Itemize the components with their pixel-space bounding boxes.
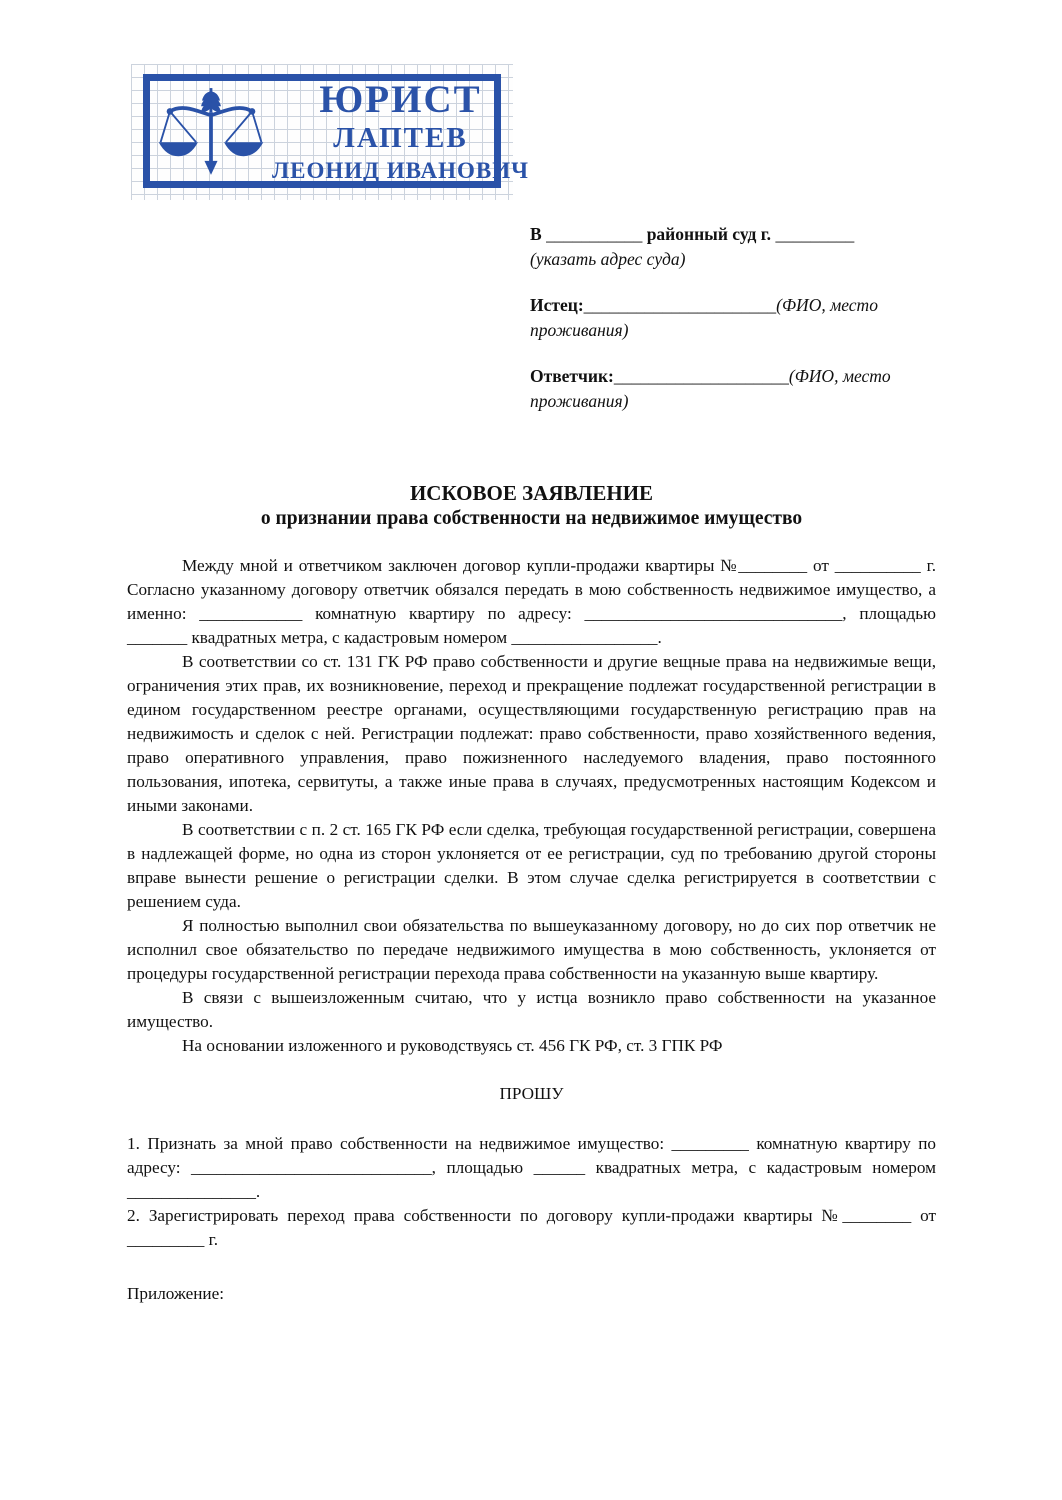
stamp-title: ЮРИСТ (319, 78, 482, 121)
defendant-hint: (ФИО, место проживания) (530, 366, 891, 411)
attachment-label: Приложение: (127, 1284, 225, 1303)
lawyer-stamp (131, 64, 530, 200)
court-blank-1: ___________ (546, 224, 643, 244)
court-line-group (530, 222, 932, 272)
plaintiff-hint: (ФИО, место проживания) (530, 295, 878, 340)
paragraph-obligations: Я полностью выполнил свои обязательства по вышеуказанному договору, но до сих пор ответчик не исполнил свое обязательство по передаче недвижимого имущества в мою собственность, уклоняется от процедуры государственной регистрации перехода права собственности на указанную выше квартиру. (127, 916, 936, 983)
paragraph-art165: В соответствии с п. 2 ст. 165 ГК РФ если сделка, требующая государственной регистрации, совершена в надлежащей форме, но одна из сторон уклоняется от ее регистрации, суд по требованию другой стороны вправе вынести решение о регистрации сделки. В этом случае сделка регистрируется в соответствии с решением суда. (127, 820, 936, 911)
court-header (530, 222, 932, 435)
request-item-2: 2. Зарегистрировать переход права собственности по договору купли-продажи квартиры №________ от _________ г. (127, 1206, 936, 1249)
paragraph-art131: В соответствии со ст. 131 ГК РФ право собственности и другие вещные права на недвижимые вещи, ограничения этих прав, их возникновение, переход и прекращение подлежат государственной регистрации в едином государственном реестре органами, осуществляющими государственную регистрацию прав на недвижимость и сделок с ней. Регистрации подлежат: право собственности, право хозяйственного ведения, право оперативного управления, право пожизненного наследуемого владения, право постоянного пользования, ипотека, сервитуты, а также иные права в случаях, предусмотренных настоящим Кодексом и иными законами. (127, 652, 936, 815)
paragraph-contract: Между мной и ответчиком заключен договор купли-продажи квартиры №________ от __________ г. Согласно указанному договору ответчик обязался передать в мою собственность недвижимое имущество, а именно: ____________ комнатную квартиру по адресу: ______________________________, площадью _______ квадратных метра, с кадастровым номером _________________. (127, 556, 936, 647)
stamp-name-patronymic: ЛЕОНИД ИВАНОВИЧ (272, 158, 530, 183)
document-title: ИСКОВОЕ ЗАЯВЛЕНИЕ (409, 481, 654, 505)
court-blank-2: _________ (775, 224, 855, 244)
paragraph-conclusion: В связи с вышеизложенным считаю, что у истца возникло право собственности на указанное имущество. (127, 988, 936, 1031)
plaintiff-blank: ______________________ (583, 295, 777, 315)
document-body (127, 480, 936, 1306)
court-hint: (указать адрес суда) (530, 249, 686, 269)
stamp-text (272, 80, 533, 182)
request-heading: ПРОШУ (499, 1084, 564, 1103)
defendant-label: Ответчик: (530, 366, 614, 386)
court-label: районный суд г. (646, 224, 772, 244)
request-item-1: 1. Признать за мной право собственности на недвижимое имущество: _________ комнатную квартиру по адресу: ____________________________, площадью ______ квадратных метра, с кадастровым номером _______________. (127, 1134, 936, 1201)
defendant-blank: ____________________ (613, 366, 789, 386)
stamp-frame (143, 74, 530, 188)
document-subtitle: о признании права собственности на недвижимое имущество (260, 508, 803, 529)
court-prefix: В (530, 224, 542, 244)
stamp-surname: ЛАПТЕВ (333, 122, 468, 154)
scales-of-justice-icon (150, 81, 272, 181)
defendant-group (530, 364, 932, 414)
plaintiff-label: Истец: (530, 295, 584, 315)
plaintiff-group (530, 293, 932, 343)
paragraph-legal-basis: На основании изложенного и руководствуясь ст. 456 ГК РФ, ст. 3 ГПК РФ (182, 1036, 723, 1055)
court-line (530, 222, 932, 247)
